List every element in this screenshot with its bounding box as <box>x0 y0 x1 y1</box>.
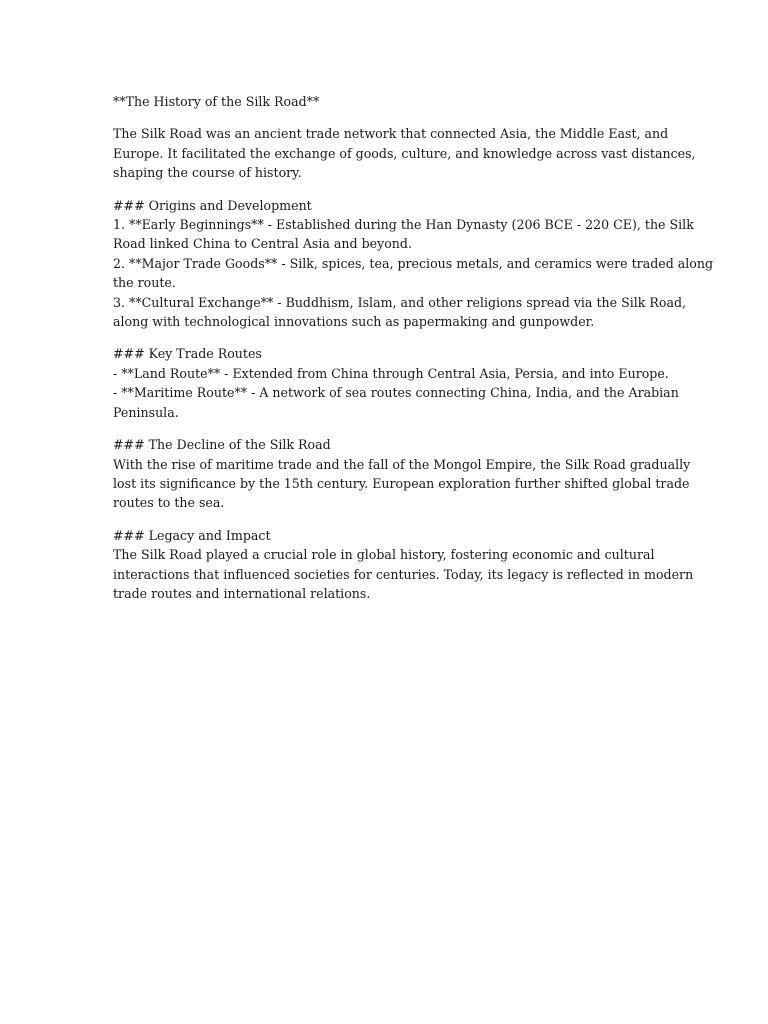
text-line: The Silk Road played a crucial role in global history, fostering economic and cultural <box>113 547 655 563</box>
text-line: - **Land Route** - Extended from China through Central Asia, Persia, and into Europe. <box>113 365 669 381</box>
intro-paragraph <box>113 124 696 182</box>
text-line: routes to the sea. <box>113 495 225 511</box>
text-line: interactions that influenced societies for centuries. Today, its legacy is reflected in modern <box>113 566 694 582</box>
text-line: lost its significance by the 15th century. European exploration further shifted global trade <box>113 475 690 491</box>
text-line: trade routes and international relations. <box>113 585 371 601</box>
section-heading-legacy: ### Legacy and Impact <box>113 527 271 543</box>
text-line: Peninsula. <box>113 404 179 420</box>
legacy-section <box>113 526 694 604</box>
title-line: **The History of the Silk Road** <box>113 94 320 109</box>
text-line: - **Maritime Route** - A network of sea routes connecting China, India, and the Arabian <box>113 385 679 401</box>
routes-section <box>113 344 679 422</box>
origins-section <box>113 196 714 332</box>
section-heading-origins: ### Origins and Development <box>113 197 312 213</box>
text-line: Europe. It facilitated the exchange of goods, culture, and knowledge across vast distances, <box>113 145 696 161</box>
section-heading-routes: ### Key Trade Routes <box>113 346 262 362</box>
document-page <box>113 92 714 616</box>
text-line: Road linked China to Central Asia and beyond. <box>113 236 412 252</box>
section-heading-decline: ### The Decline of the Silk Road <box>113 437 331 453</box>
text-line: The Silk Road was an ancient trade network that connected Asia, the Middle East, and <box>113 126 669 142</box>
decline-section <box>113 435 691 513</box>
text-line: shaping the course of history. <box>113 165 302 181</box>
text-line: the route. <box>113 275 176 291</box>
text-line: 2. **Major Trade Goods** - Silk, spices, tea, precious metals, and ceramics were traded along <box>113 255 714 271</box>
document-title <box>113 92 658 111</box>
text-line: 1. **Early Beginnings** - Established during the Han Dynasty (206 BCE - 220 CE), the Silk <box>113 217 694 233</box>
text-line: 3. **Cultural Exchange** - Buddhism, Islam, and other religions spread via the Silk Road, <box>113 294 687 310</box>
text-line: along with technological innovations such as papermaking and gunpowder. <box>113 314 595 330</box>
text-line: With the rise of maritime trade and the fall of the Mongol Empire, the Silk Road gradually <box>113 456 691 472</box>
